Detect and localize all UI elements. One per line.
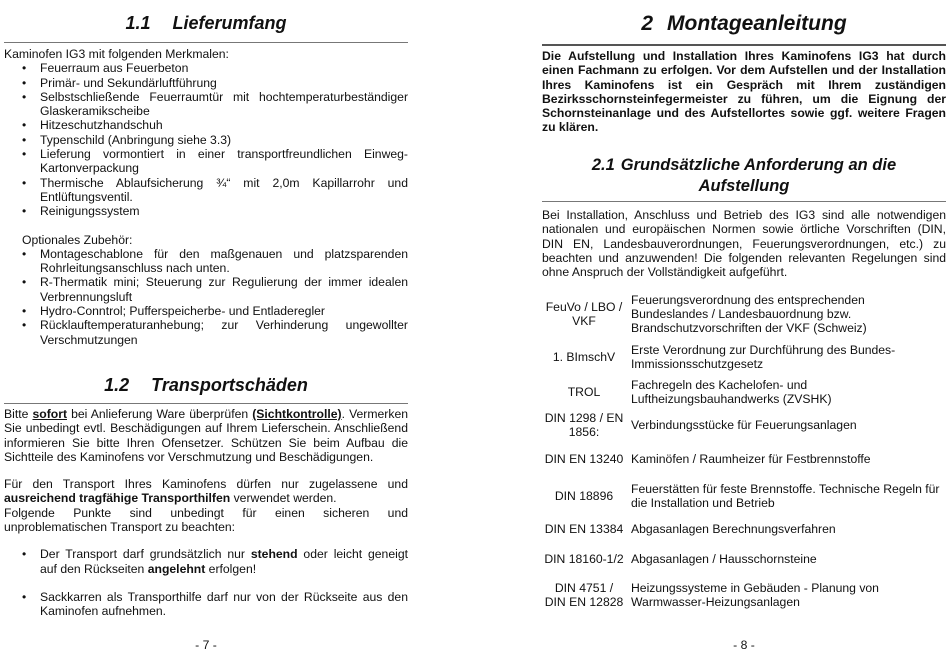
heading-rule	[4, 403, 408, 404]
norm-description: Feuerstätten für feste Brennstoffe. Technische Regeln für die Installation und Betrieb	[631, 481, 940, 510]
norm-code: DIN EN 13384	[544, 522, 624, 537]
norm-description: Abgasanlagen / Hausschornsteine	[631, 551, 817, 566]
page-number: - 7 -	[195, 638, 217, 652]
section-number: 2	[641, 12, 653, 35]
table-row	[544, 409, 944, 441]
scope-body	[4, 47, 408, 347]
section-2-heading	[542, 11, 946, 37]
section-number: 1.2	[104, 375, 130, 395]
emphasis-sofort: sofort	[32, 407, 67, 421]
section-1-2-heading	[4, 374, 408, 396]
emphasis-transporthilfen: ausreichend tragfähige Transporthilfen	[4, 491, 231, 506]
requirements-paragraph: Bei Installation, Anschluss und Betrieb des IG3 sind alle notwendigen nationalen und europäischen Normen sowie örtliche Vorschriften (DIN, DIN EN, Landesbauverordnungen, Feuerungsverordnungen, etc.) zu beachten und anzuwenden! Die folgenden relevanten Regelungen sind ohne Anspruch der Vollständigkeit aufgeführt.	[542, 208, 946, 280]
norm-code: 1. BImschV	[552, 349, 616, 364]
list-item: • Feuerraum aus Feuerbeton	[4, 61, 408, 75]
norm-description: Heizungssysteme in Gebäuden - Planung von Warmwasser-Heizungsanlagen	[631, 580, 879, 609]
norm-code: DIN 4751 / DIN EN 12828	[544, 580, 624, 609]
list-item: • Lieferung vormontiert in einer transportfreundlichen Einweg-Kartonverpackung	[4, 147, 408, 176]
heading-rule	[542, 201, 946, 202]
norm-code: TROL	[567, 384, 601, 399]
list-item: • Hitzeschutzhandschuh	[4, 118, 408, 132]
transport-list	[4, 547, 408, 618]
section-title: Lieferumfang	[172, 13, 287, 33]
accessories-title: Optionales Zubehör:	[22, 232, 133, 247]
feature-list	[4, 61, 408, 218]
norm-code: DIN EN 13240	[544, 451, 624, 466]
page-number: - 8 -	[733, 638, 755, 652]
list-item: • R-Thermatik mini; Steuerung zur Regulierung der immer idealen Verbrennungsluft	[4, 275, 408, 304]
emphasis-sichtkontrolle: (Sichtkontrolle)	[252, 407, 342, 421]
heading-rule	[542, 44, 946, 46]
section-1-1-heading	[4, 12, 408, 34]
section-2-1-heading	[542, 155, 946, 197]
list-item: • Der Transport darf grundsätzlich nur stehend oder leicht geneigt auf den Rückseiten angelehnt erfolgen!	[4, 547, 408, 576]
norm-description: Kaminöfen / Raumheizer für Festbrennstoffe	[631, 451, 871, 466]
list-item: • Primär- und Sekundärluftführung	[4, 76, 408, 90]
emphasis-angelehnt: angelehnt	[147, 561, 206, 576]
transport-body	[4, 407, 408, 619]
norm-description: Abgasanlagen Berechnungsverfahren	[631, 522, 836, 537]
section-number: 1.1	[125, 13, 151, 33]
table-row	[544, 339, 944, 375]
norm-code: FeuVo / LBO / VKF	[545, 299, 623, 328]
list-item: • Sackkarren als Transporthilfe darf nur von der Rückseite aus den Kaminofen aufnehmen.	[4, 590, 408, 619]
transport-paragraph-3: Folgende Punkte sind unbedingt für einen sicheren und unproblematischen Transport zu beachten:	[4, 505, 408, 535]
left-page	[4, 0, 408, 652]
table-row	[544, 375, 944, 409]
norm-description: Fachregeln des Kachelofen- und Luftheizungsbauhandwerks (ZVSHK)	[631, 377, 832, 406]
list-item: • Montageschablone für den maßgenauen und platzsparenden Rohrleitungsanschluss nach unten.	[4, 247, 408, 276]
transport-paragraph-2: Für den Transport Ihres Kaminofens dürfen nur zugelassene und ausreichend tragfähige Transporthilfen verwendet werden.	[4, 477, 408, 506]
table-row	[544, 441, 944, 477]
list-item: • Reinigungssystem	[4, 204, 408, 218]
norms-table	[544, 289, 944, 616]
accessories-list	[4, 247, 408, 347]
heading-rule	[4, 42, 408, 43]
table-row	[544, 544, 944, 574]
transport-paragraph-1: Bitte sofort bei Anlieferung Ware überprüfen (Sichtkontrolle). Vermerken Sie unbedingt evtl. Beschädigungen auf Ihrem Lieferschein. Anschließend informieren Sie bitte Ihren Ofensetzer. Schützen Sie beim Aufbau die Sichtteile des Kaminofens vor Verschmutzung und Beschädigungen.	[4, 407, 408, 464]
section-title: Grundsätzliche Anforderung an die	[620, 156, 897, 174]
scope-intro: Kaminofen IG3 mit folgenden Merkmalen:	[4, 47, 229, 61]
table-row	[544, 477, 944, 515]
norm-description: Erste Verordnung zur Durchführung des Bundes-Immissionsschutzgesetz	[631, 342, 896, 371]
table-row	[544, 574, 944, 616]
list-item: • Selbstschließende Feuerraumtür mit hochtemperaturbeständiger Glaskeramikscheibe	[4, 90, 408, 119]
list-item: • Rücklauftemperaturanhebung; zur Verhinderung ungewollter Verschmutzungen	[4, 318, 408, 347]
right-page	[542, 0, 946, 652]
assembly-warning: Die Aufstellung und Installation Ihres Kaminofens IG3 hat durch einen Fachmann zu erfolgen. Vor dem Aufstellen und der Installation Ihres Kaminofens ist ein Gespräch mit Ihrem zuständigen Bezirksschornsteinfegermeister zu führen, um die Eignung der Schornsteinanlage und des Aufstellortes sowie ggf. weitere Fragen zu klären.	[542, 49, 946, 135]
norm-description: Verbindungsstücke für Feuerungsanlagen	[631, 417, 857, 432]
section-title-line-2: Aufstellung	[698, 177, 790, 195]
norm-code: DIN 18160-1/2	[544, 551, 624, 566]
norm-code: DIN 18896	[554, 488, 614, 503]
list-item: • Typenschild (Anbringung siehe 3.3)	[4, 133, 408, 147]
section-title: Montageanleitung	[667, 12, 847, 35]
norm-description: Feuerungsverordnung des entsprechenden Bundeslandes / Landesbauordnung bzw. Brandschutzvorschriften der VKF (Schweiz)	[631, 292, 867, 336]
table-row	[544, 289, 944, 339]
norm-code: DIN 1298 / EN 1856:	[544, 410, 624, 439]
list-item: • Hydro-Conntrol; Pufferspeicherbe- und Entladeregler	[4, 304, 408, 318]
section-number: 2.1	[591, 156, 615, 174]
table-row	[544, 515, 944, 544]
emphasis-stehend: stehend	[250, 547, 298, 562]
section-title: Transportschäden	[151, 375, 308, 395]
list-item: • Thermische Ablaufsicherung ¾“ mit 2,0m Kapillarrohr und Entlüftungsventil.	[4, 176, 408, 205]
